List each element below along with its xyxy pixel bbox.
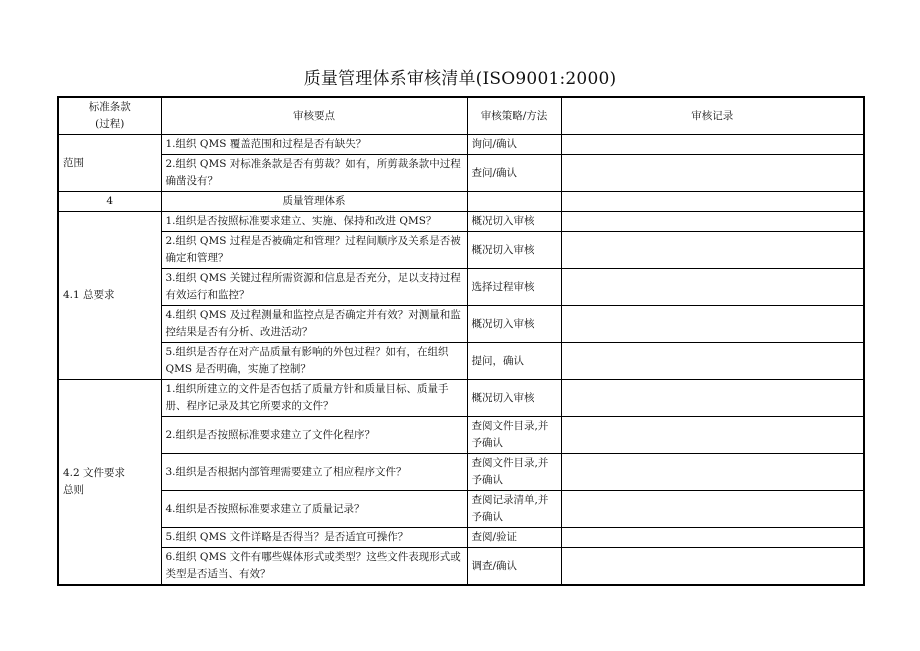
- audit-point: 4.组织 QMS 及过程测量和监控点是否确定并有效？对测量和监控结果是否有分析、改进活动？: [161, 306, 467, 343]
- audit-point: 1.组织是否按照标准要求建立、实施、保持和改进 QMS？: [161, 212, 467, 232]
- section-number: 4: [58, 192, 161, 212]
- audit-checklist-table: [57, 96, 865, 586]
- table-header-row: [58, 97, 864, 135]
- audit-record-cell[interactable]: [561, 548, 864, 586]
- audit-point: 4.组织是否按照标准要求建立了质量记录？: [161, 491, 467, 528]
- audit-record-cell[interactable]: [561, 232, 864, 269]
- audit-record-cell[interactable]: [561, 454, 864, 491]
- audit-point: 2.组织 QMS 过程是否被确定和管理？过程间顺序及关系是否被确定和管理？: [161, 232, 467, 269]
- audit-record-cell[interactable]: [561, 380, 864, 417]
- header-clause: [58, 97, 161, 135]
- audit-method: 概况切入审核: [467, 380, 561, 417]
- audit-record-cell[interactable]: [561, 269, 864, 306]
- table-row: [58, 232, 864, 269]
- audit-record-cell[interactable]: [561, 343, 864, 380]
- table-row: [58, 417, 864, 454]
- clause-general: 4.1 总要求: [58, 212, 161, 380]
- audit-method: 查阅文件目录,并予确认: [467, 454, 561, 491]
- section-empty-cell: [467, 192, 561, 212]
- audit-record-cell[interactable]: [561, 155, 864, 192]
- clause-documentation-line1: 4.2 文件要求: [63, 467, 126, 479]
- audit-point: 2.组织是否按照标准要求建立了文件化程序？: [161, 417, 467, 454]
- clause-scope: 范围: [58, 135, 161, 192]
- audit-point: 5.组织 QMS 文件详略是否得当？是否适宜可操作？: [161, 528, 467, 548]
- audit-method: 概况切入审核: [467, 212, 561, 232]
- table-row: [58, 548, 864, 586]
- audit-record-cell[interactable]: [561, 306, 864, 343]
- audit-record-cell[interactable]: [561, 417, 864, 454]
- table-row: [58, 454, 864, 491]
- audit-method: 调查/确认: [467, 548, 561, 586]
- audit-point: 3.组织 QMS 关键过程所需资源和信息是否充分，足以支持过程有效运行和监控？: [161, 269, 467, 306]
- audit-method: 查阅文件目录,并予确认: [467, 417, 561, 454]
- audit-method: 选择过程审核: [467, 269, 561, 306]
- header-points: 审核要点: [161, 97, 467, 135]
- table-row: [58, 306, 864, 343]
- clause-documentation-line2: 总则: [63, 484, 84, 496]
- audit-method: 概况切入审核: [467, 232, 561, 269]
- audit-method: 概况切入审核: [467, 306, 561, 343]
- audit-point: 6.组织 QMS 文件有哪些媒体形式或类型？这些文件表现形式或类型是否适当、有效？: [161, 548, 467, 586]
- audit-method: 询问/确认: [467, 135, 561, 155]
- audit-record-cell[interactable]: [561, 491, 864, 528]
- table-row: [58, 380, 864, 417]
- table-row: [58, 528, 864, 548]
- audit-method: 查问/确认: [467, 155, 561, 192]
- header-clause-line2: (过程): [95, 118, 125, 130]
- section-empty-cell: [561, 192, 864, 212]
- audit-record-cell[interactable]: [561, 212, 864, 232]
- table-row: [58, 212, 864, 232]
- audit-point: 1.组织所建立的文件是否包括了质量方针和质量目标、质量手册、程序记录及其它所要求的文件？: [161, 380, 467, 417]
- audit-method: 提问，确认: [467, 343, 561, 380]
- audit-point: 2.组织 QMS 对标准条款是否有剪裁？如有，所剪裁条款中过程确凿没有？: [161, 155, 467, 192]
- header-clause-line1: 标准条款: [88, 101, 131, 113]
- table-row: [58, 135, 864, 155]
- section-name: 质量管理体系: [161, 192, 467, 212]
- audit-method: 查阅记录清单,并予确认: [467, 491, 561, 528]
- audit-point: 3.组织是否根据内部管理需要建立了相应程序文件？: [161, 454, 467, 491]
- table-row: [58, 491, 864, 528]
- audit-point: 1.组织 QMS 覆盖范围和过程是否有缺失？: [161, 135, 467, 155]
- header-method: 审核策略/方法: [467, 97, 561, 135]
- header-record: 审核记录: [561, 97, 864, 135]
- table-row: [58, 269, 864, 306]
- audit-record-cell[interactable]: [561, 528, 864, 548]
- table-row: [58, 343, 864, 380]
- audit-record-cell[interactable]: [561, 135, 864, 155]
- audit-method: 查阅/验证: [467, 528, 561, 548]
- document-title: 质量管理体系审核清单(ISO9001:2000): [303, 69, 617, 89]
- table-row: [58, 155, 864, 192]
- audit-point: 5.组织是否存在对产品质量有影响的外包过程？如有，在组织 QMS 是否明确，实施了控制？: [161, 343, 467, 380]
- section-row: [58, 192, 864, 212]
- clause-documentation: [58, 380, 161, 586]
